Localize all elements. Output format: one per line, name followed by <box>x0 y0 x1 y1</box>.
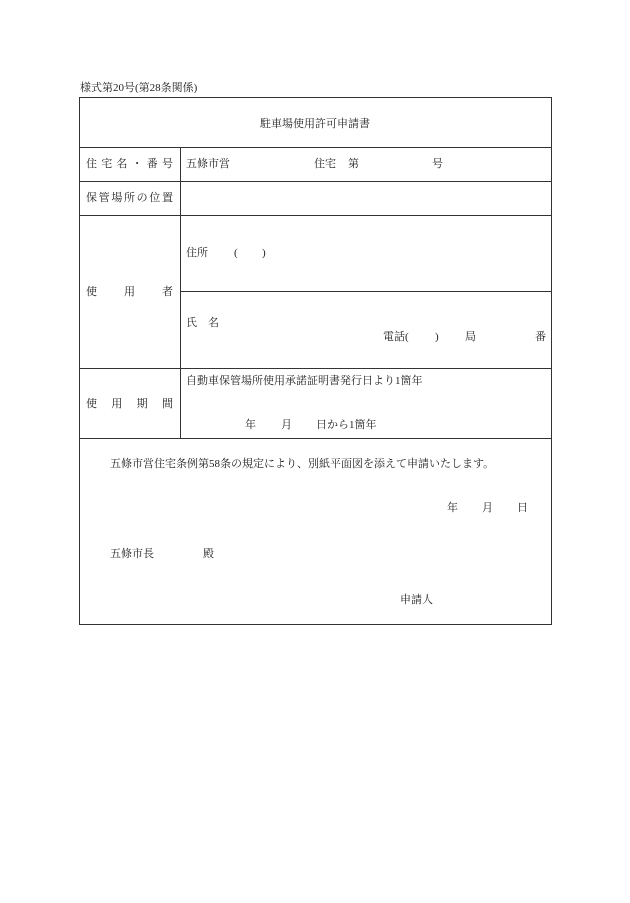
table-border <box>79 97 552 625</box>
row-divider-housing <box>79 181 551 182</box>
row-divider-location <box>79 215 551 216</box>
period-note: 自動車保管場所使用承諾証明書発行日より1箇年 <box>186 375 423 387</box>
address-paren-close: ) <box>262 247 266 259</box>
label-char: 期 <box>136 398 148 410</box>
addressee-dono: 殿 <box>203 548 214 560</box>
label-char: 置 <box>161 192 173 204</box>
phone-kyoku: 局 <box>465 331 476 343</box>
column-divider <box>180 147 181 438</box>
label-char: 番 <box>146 158 158 170</box>
address-paren-open: ( <box>234 247 238 259</box>
housing-word: 住宅 <box>314 158 336 170</box>
label-char: 宅 <box>101 158 113 170</box>
label-char: 場 <box>111 192 123 204</box>
period-label <box>86 398 173 410</box>
row-divider-user <box>79 368 551 369</box>
label-char: 所 <box>123 192 135 204</box>
label-char: 位 <box>149 192 161 204</box>
label-char: 者 <box>162 286 173 298</box>
phone-label: 電話( <box>383 331 409 343</box>
label-char: 住 <box>86 158 97 170</box>
housing-city: 五條市営 <box>186 158 230 170</box>
period-from: 日から1箇年 <box>316 419 377 431</box>
declaration-statement: 五條市営住宅条例第58条の規定により、別紙平面図を添えて申請いたします。 <box>110 458 495 470</box>
phone-paren-close: ) <box>435 331 439 343</box>
declaration-year: 年 <box>447 502 458 514</box>
location-label <box>86 192 173 204</box>
user-label <box>86 286 173 298</box>
address-label: 住所 <box>186 247 208 259</box>
applicant-label: 申請人 <box>400 594 433 606</box>
phone-ban: 番 <box>535 331 546 343</box>
label-char: 号 <box>161 158 173 170</box>
label-char: 用 <box>124 286 135 298</box>
row-divider-period <box>79 438 551 439</box>
label-char: の <box>136 192 148 204</box>
declaration-day: 日 <box>517 502 528 514</box>
label-char: ・ <box>131 158 143 170</box>
housing-dai: 第 <box>348 158 359 170</box>
row-divider-title <box>79 147 551 148</box>
declaration-month: 月 <box>482 502 493 514</box>
row-divider-user-inner <box>180 291 551 292</box>
form-number: 様式第20号(第28条関係) <box>80 82 198 94</box>
housing-go: 号 <box>432 158 443 170</box>
label-char: 使 <box>86 286 97 298</box>
label-char: 管 <box>98 192 110 204</box>
label-char: 間 <box>161 398 173 410</box>
form-title: 駐車場使用許可申請書 <box>260 118 370 130</box>
period-month: 月 <box>281 419 292 431</box>
label-char: 名 <box>116 158 128 170</box>
label-char: 保 <box>86 192 97 204</box>
period-year: 年 <box>245 419 256 431</box>
label-char: 用 <box>111 398 123 410</box>
name-label: 氏 名 <box>186 317 219 329</box>
housing-label <box>86 158 173 170</box>
addressee: 五條市長 <box>110 548 154 560</box>
label-char: 使 <box>86 398 97 410</box>
